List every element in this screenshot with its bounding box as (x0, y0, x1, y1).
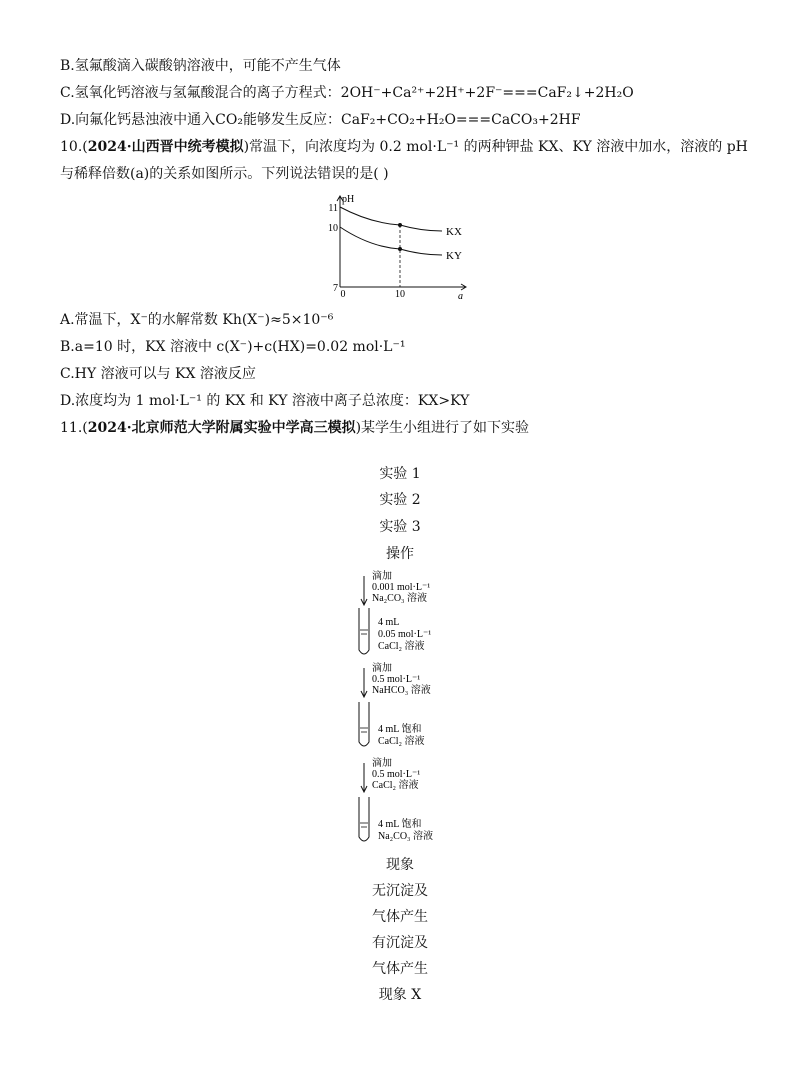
y-tick-label: 10 (328, 223, 338, 234)
op1-add-conc: 0.001 mol·L⁻¹ (372, 582, 431, 593)
op2-add-conc: 0.5 mol·L⁻¹ (372, 674, 421, 685)
question-stem: 某学生小组进行了如下实验 (361, 420, 530, 436)
op3-add-label: 滴加 (372, 758, 392, 769)
op2-tube-reagent: CaCl₂ 溶液 (378, 736, 425, 747)
op3-add-conc: 0.5 mol·L⁻¹ (372, 769, 421, 780)
op1-add-reagent: Na₂CO₃ 溶液 (372, 593, 428, 604)
operation-1-diagram (352, 570, 462, 660)
question-number: 10.( (60, 139, 88, 155)
option-q9-c (60, 85, 634, 102)
phenomenon-line-3: 有沉淀及 (372, 935, 428, 951)
question-10-stem-line1 (60, 139, 748, 156)
y-axis-label: pH (342, 194, 355, 205)
op1-tube-reagent: CaCl₂ 溶液 (378, 641, 425, 652)
series-line-kx (340, 207, 442, 231)
phenomenon-line-1: 无沉淀及 (372, 883, 428, 899)
question-source-close: ) (243, 139, 250, 155)
op1-tube-volume: 4 mL (378, 617, 400, 628)
x-tick-label: 10 (395, 289, 405, 300)
option-q9-c-text: C.氢氧化钙溶液与氢氟酸混合的离子方程式： (60, 85, 341, 101)
question-10-stem-line2: 与稀释倍数(a)的关系如图所示。下列说法错误的是( ) (60, 166, 389, 182)
question-number: 11.( (60, 420, 88, 436)
question-source: 2024·北京师范大学附属实验中学高三模拟 (87, 420, 356, 436)
option-q10-a: A.常温下，X⁻的水解常数 Kh(X⁻)≈5×10⁻⁶ (60, 312, 334, 328)
op2-tube-volume: 4 mL 饱和 (378, 724, 422, 735)
op3-tube-volume: 4 mL 饱和 (378, 819, 422, 830)
op1-add-label: 滴加 (372, 571, 392, 582)
op2-add-label: 滴加 (372, 663, 392, 674)
option-q9-d-equation: CaF₂+CO₂+H₂O===CaCO₃+2HF (340, 112, 581, 128)
option-q9-d-text: D.向氟化钙悬浊液中通入CO₂能够发生反应： (60, 112, 341, 128)
ph-dilution-chart (326, 190, 476, 302)
table-header-experiment-2: 实验 2 (379, 492, 421, 508)
question-stem: 常温下，向浓度均为 0.2 mol·L⁻¹ 的两种钾盐 KX、KY 溶液中加水，溶液的 pH (249, 139, 748, 155)
test-tube-icon (359, 608, 369, 654)
table-header-experiment-3: 实验 3 (379, 519, 421, 535)
x-axis-label: a (458, 291, 463, 302)
table-header-operation: 操作 (386, 546, 414, 562)
test-tube-icon (359, 702, 369, 746)
table-header-experiment-1: 实验 1 (379, 466, 421, 482)
test-tube-icon (359, 797, 369, 841)
y-tick-label: 11 (328, 203, 338, 214)
question-source: 2024·山西晋中统考模拟 (87, 139, 244, 155)
question-11-stem (60, 420, 529, 437)
option-q9-d (60, 112, 581, 129)
table-header-phenomenon: 现象 (386, 857, 414, 873)
op3-add-reagent: CaCl₂ 溶液 (372, 780, 419, 791)
phenomenon-line-5: 现象 X (378, 987, 422, 1003)
operation-2-diagram (352, 662, 462, 752)
series-label-kx: KX (446, 226, 462, 238)
option-q10-b: B.a=10 时，KX 溶液中 c(X⁻)+c(HX)=0.02 mol·L⁻¹ (60, 339, 406, 355)
operation-3-diagram (352, 757, 462, 847)
phenomenon-line-4: 气体产生 (372, 961, 428, 977)
series-line-ky (340, 227, 442, 255)
op2-add-reagent: NaHCO₃ 溶液 (372, 685, 431, 696)
option-q9-c-equation: 2OH⁻+Ca²⁺+2H⁺+2F⁻===CaF₂↓+2H₂O (340, 85, 634, 101)
series-label-ky: KY (446, 250, 462, 262)
op1-tube-conc: 0.05 mol·L⁻¹ (378, 629, 432, 640)
option-q10-c: C.HY 溶液可以与 KX 溶液反应 (60, 366, 256, 382)
x-tick-label: 0 (340, 289, 346, 300)
op3-tube-reagent: Na₂CO₃ 溶液 (378, 831, 434, 842)
phenomenon-line-2: 气体产生 (372, 909, 428, 925)
y-tick-label: 7 (333, 283, 338, 294)
option-q10-d: D.浓度均为 1 mol·L⁻¹ 的 KX 和 KY 溶液中离子总浓度：KX>KY (60, 393, 470, 409)
option-q9-b: B.氢氟酸滴入碳酸钠溶液中，可能不产生气体 (60, 58, 341, 74)
question-source-close: ) (355, 420, 362, 436)
